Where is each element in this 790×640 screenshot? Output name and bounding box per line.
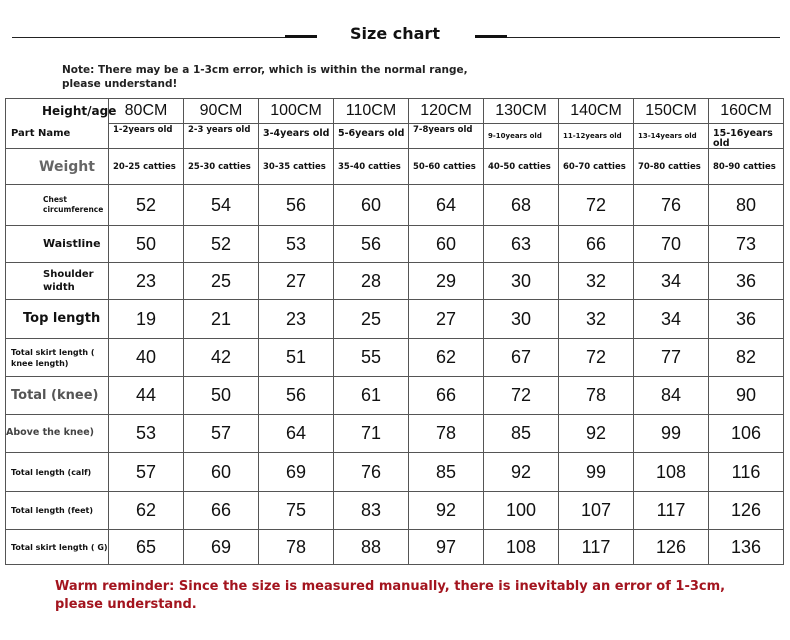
measurement-value: 52 [184, 226, 259, 263]
size-header-cell [334, 99, 409, 149]
measurement-value: 66 [409, 377, 484, 415]
measurement-value: 117 [559, 530, 634, 565]
measurement-value: 78 [259, 530, 334, 565]
title-rule-right [475, 37, 780, 38]
size-label: 100CM [270, 102, 322, 119]
age-label: 11-12years old [563, 132, 622, 140]
measurement-value: 63 [484, 226, 559, 263]
part-name-cell: Top length [6, 300, 109, 339]
weight-value: 35-40 catties [334, 149, 409, 185]
age-label: 15-16years old [713, 128, 773, 149]
part-name-cell: Chest circumference [6, 185, 109, 226]
measurement-value: 64 [259, 415, 334, 453]
measurement-value: 136 [709, 530, 784, 565]
measurement-value: 28 [334, 263, 409, 300]
header-row [6, 99, 784, 149]
measurement-value: 64 [409, 185, 484, 226]
measurement-value: 116 [709, 453, 784, 492]
error-note: Note: There may be a 1-3cm error, which is within the normal range, please understand! [62, 64, 468, 90]
size-age-divider [334, 123, 408, 124]
measurement-value: 99 [559, 453, 634, 492]
part-name-cell: Total (knee) [6, 377, 109, 415]
measurement-value: 99 [634, 415, 709, 453]
size-header-cell [109, 99, 184, 149]
measurement-value: 70 [634, 226, 709, 263]
age-label: 2-3 years old [188, 125, 251, 135]
size-header-cell [634, 99, 709, 149]
warm-reminder: Warm reminder: Since the size is measured manually, there is inevitably an error of 1-3cm, please understand. [55, 579, 726, 612]
measurement-value: 53 [109, 415, 184, 453]
measurement-value: 23 [259, 300, 334, 339]
measurement-row [6, 226, 784, 263]
measurement-value: 71 [334, 415, 409, 453]
measurement-value: 67 [484, 339, 559, 377]
weight-row [6, 149, 784, 185]
measurement-row [6, 530, 784, 565]
measurement-value: 73 [709, 226, 784, 263]
header-corner-cell [6, 99, 117, 149]
measurement-value: 85 [409, 453, 484, 492]
measurement-value: 53 [259, 226, 334, 263]
part-name-label: Part Name [11, 128, 71, 139]
measurement-value: 40 [109, 339, 184, 377]
age-label: 9-10years old [488, 132, 542, 140]
measurement-value: 21 [184, 300, 259, 339]
size-age-divider [184, 123, 258, 124]
size-header-cell [559, 99, 634, 149]
measurement-row [6, 492, 784, 530]
measurement-value: 61 [334, 377, 409, 415]
measurement-value: 108 [484, 530, 559, 565]
measurement-value: 69 [259, 453, 334, 492]
measurement-value: 56 [259, 185, 334, 226]
measurement-value: 57 [184, 415, 259, 453]
size-age-divider [709, 123, 783, 124]
measurement-value: 82 [709, 339, 784, 377]
weight-value: 40-50 catties [484, 149, 559, 185]
part-name-cell: Total skirt length ( G) [6, 530, 109, 565]
measurement-value: 100 [484, 492, 559, 530]
measurement-value: 92 [484, 453, 559, 492]
measurement-value: 27 [259, 263, 334, 300]
measurement-value: 25 [184, 263, 259, 300]
measurement-value: 50 [184, 377, 259, 415]
measurement-value: 56 [334, 226, 409, 263]
measurement-value: 90 [709, 377, 784, 415]
weight-value: 20-25 catties [109, 149, 184, 185]
measurement-value: 97 [409, 530, 484, 565]
measurement-value: 126 [709, 492, 784, 530]
measurement-value: 56 [259, 377, 334, 415]
title-rule-left-accent [285, 35, 317, 38]
measurement-value: 78 [559, 377, 634, 415]
measurement-value: 92 [559, 415, 634, 453]
measurement-value: 62 [409, 339, 484, 377]
size-age-divider [109, 123, 183, 124]
measurement-row [6, 377, 784, 415]
page-title: Size chart [350, 24, 440, 43]
measurement-value: 51 [259, 339, 334, 377]
weight-label: Weight [6, 149, 109, 185]
weight-value: 70-80 catties [634, 149, 709, 185]
measurement-value: 69 [184, 530, 259, 565]
size-header-cell [709, 99, 784, 149]
age-label: 13-14years old [638, 132, 697, 140]
measurement-value: 62 [109, 492, 184, 530]
measurement-value: 50 [109, 226, 184, 263]
measurement-value: 126 [634, 530, 709, 565]
measurement-value: 57 [109, 453, 184, 492]
size-age-divider [259, 123, 333, 124]
title-bar [0, 20, 790, 50]
size-header-cell [484, 99, 559, 149]
weight-value: 30-35 catties [259, 149, 334, 185]
measurement-value: 34 [634, 300, 709, 339]
size-table [5, 98, 784, 565]
part-name-cell: Shoulder width [6, 263, 109, 300]
measurement-value: 106 [709, 415, 784, 453]
measurement-row [6, 185, 784, 226]
age-label: 5-6years old [338, 128, 405, 139]
size-label: 90CM [199, 102, 243, 119]
measurement-value: 92 [409, 492, 484, 530]
measurement-value: 36 [709, 263, 784, 300]
measurement-value: 60 [409, 226, 484, 263]
measurement-value: 76 [634, 185, 709, 226]
measurement-value: 76 [334, 453, 409, 492]
measurement-value: 23 [109, 263, 184, 300]
measurement-value: 72 [559, 185, 634, 226]
measurement-value: 80 [709, 185, 784, 226]
size-label: 150CM [645, 102, 697, 119]
measurement-row [6, 263, 784, 300]
measurement-value: 84 [634, 377, 709, 415]
measurement-value: 83 [334, 492, 409, 530]
measurement-value: 25 [334, 300, 409, 339]
measurement-value: 117 [634, 492, 709, 530]
measurement-value: 72 [484, 377, 559, 415]
measurement-value: 65 [109, 530, 184, 565]
measurement-value: 29 [409, 263, 484, 300]
measurement-value: 52 [109, 185, 184, 226]
measurement-value: 34 [634, 263, 709, 300]
part-name-cell: Waistline [6, 226, 109, 263]
measurement-value: 32 [559, 300, 634, 339]
size-age-divider [559, 123, 633, 124]
measurement-value: 55 [334, 339, 409, 377]
measurement-value: 30 [484, 300, 559, 339]
measurement-value: 75 [259, 492, 334, 530]
measurement-value: 108 [634, 453, 709, 492]
size-header-cell [184, 99, 259, 149]
measurement-value: 44 [109, 377, 184, 415]
part-name-cell: Total skirt length ( knee length) [6, 339, 109, 377]
measurement-value: 30 [484, 263, 559, 300]
age-label: 3-4years old [263, 128, 330, 139]
size-label: 140CM [570, 102, 622, 119]
weight-value: 60-70 catties [559, 149, 634, 185]
measurement-value: 85 [484, 415, 559, 453]
measurement-value: 77 [634, 339, 709, 377]
weight-value: 50-60 catties [409, 149, 484, 185]
measurement-value: 54 [184, 185, 259, 226]
size-label: 120CM [420, 102, 472, 119]
part-name-cell: Above the knee) [6, 415, 109, 453]
weight-value: 80-90 catties [709, 149, 784, 185]
measurement-value: 60 [184, 453, 259, 492]
measurement-value: 42 [184, 339, 259, 377]
size-header-cell [259, 99, 334, 149]
measurement-value: 32 [559, 263, 634, 300]
age-label: 7-8years old [413, 125, 473, 135]
size-label: 160CM [720, 102, 772, 119]
size-age-divider [409, 123, 483, 124]
measurement-row [6, 300, 784, 339]
measurement-value: 66 [184, 492, 259, 530]
measurement-value: 107 [559, 492, 634, 530]
measurement-value: 88 [334, 530, 409, 565]
measurement-value: 36 [709, 300, 784, 339]
part-name-cell: Total length (feet) [6, 492, 109, 530]
measurement-value: 78 [409, 415, 484, 453]
size-label: 110CM [345, 102, 397, 119]
measurement-value: 66 [559, 226, 634, 263]
measurement-row [6, 339, 784, 377]
measurement-value: 60 [334, 185, 409, 226]
age-label: 1-2years old [113, 125, 173, 135]
measurement-value: 68 [484, 185, 559, 226]
measurement-value: 19 [109, 300, 184, 339]
weight-value: 25-30 catties [184, 149, 259, 185]
measurement-value: 27 [409, 300, 484, 339]
size-age-divider [484, 123, 558, 124]
part-name-cell: Total length (calf) [6, 453, 109, 492]
size-label: 130CM [495, 102, 547, 119]
title-rule-left [12, 37, 317, 38]
measurement-row [6, 453, 784, 492]
size-header-cell [409, 99, 484, 149]
measurement-row [6, 415, 784, 453]
size-label: 80CM [124, 102, 168, 119]
size-age-divider [634, 123, 708, 124]
title-rule-right-accent [475, 35, 507, 38]
measurement-value: 72 [559, 339, 634, 377]
height-age-label: Height/age [42, 104, 117, 118]
